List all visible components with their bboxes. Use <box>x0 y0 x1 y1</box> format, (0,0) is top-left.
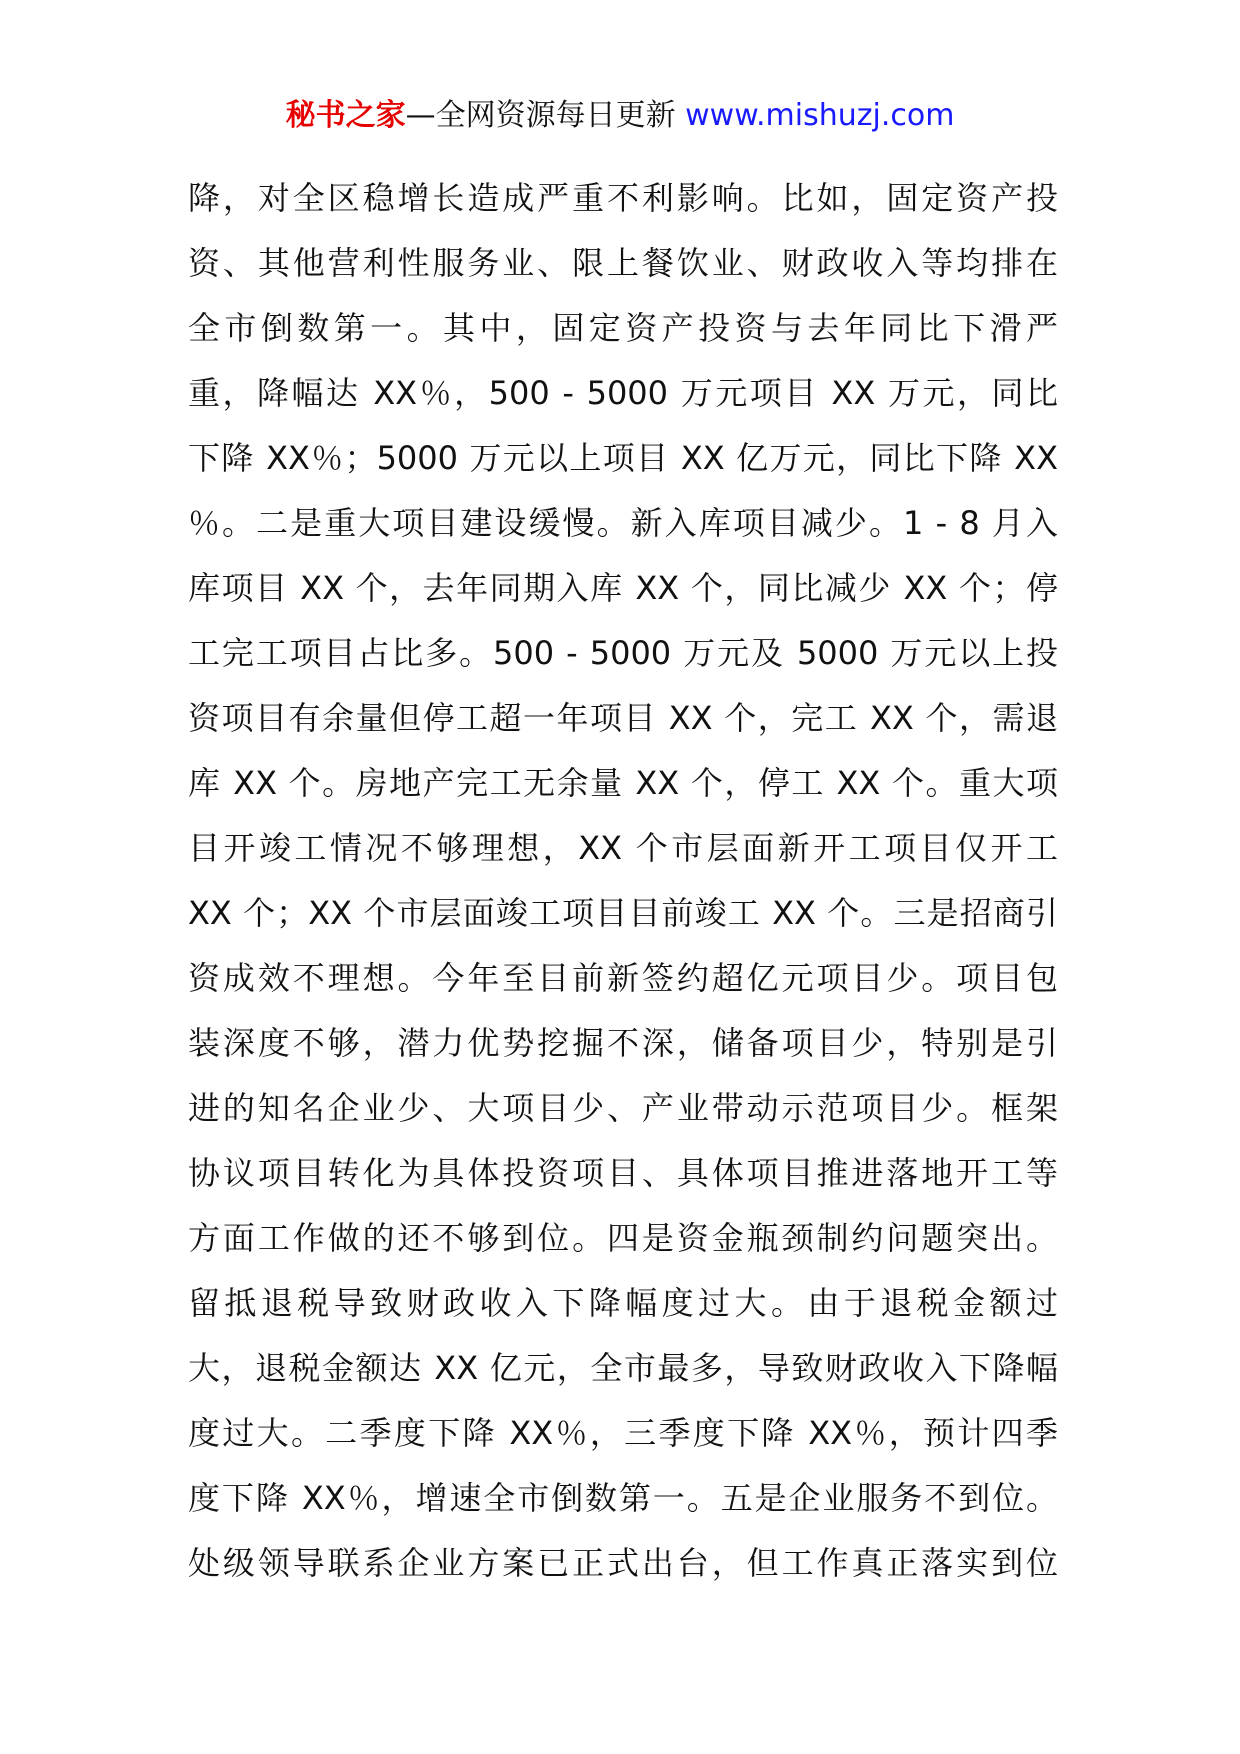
site-url-link[interactable]: www.mishuzj.com <box>685 98 955 133</box>
text-line: 资、其他营利性服务业、限上餐饮业、财政收入等均排在 <box>188 244 1058 282</box>
text-line: 重，降幅达 XX％，500 - 5000 万元项目 XX 万元，同比 <box>188 374 1058 412</box>
text-line: 库项目 XX 个，去年同期入库 XX 个，同比减少 XX 个；停 <box>188 569 1058 607</box>
text-line: 下降 XX％；5000 万元以上项目 XX 亿万元，同比下降 XX <box>188 439 1058 477</box>
text-line: 全市倒数第一。其中，固定资产投资与去年同比下滑严 <box>188 309 1058 347</box>
text-line: 工完工项目占比多。500 - 5000 万元及 5000 万元以上投 <box>188 634 1058 672</box>
text-line: XX 个；XX 个市层面竣工项目目前竣工 XX 个。三是招商引 <box>188 894 1058 932</box>
text-line: 度过大。二季度下降 XX％，三季度下降 XX％，预计四季 <box>188 1414 1058 1452</box>
brand-name: 秘书之家 <box>285 98 406 133</box>
site-header <box>0 96 1240 136</box>
text-line: 协议项目转化为具体投资项目、具体项目推进落地开工等 <box>188 1154 1058 1192</box>
text-line: 库 XX 个。房地产完工无余量 XX 个，停工 XX 个。重大项 <box>188 764 1058 802</box>
text-line: 降，对全区稳增长造成严重不利影响。比如，固定资产投 <box>188 179 1058 217</box>
text-line: 处级领导联系企业方案已正式出台，但工作真正落实到位 <box>188 1544 1058 1582</box>
text-line: ％。二是重大项目建设缓慢。新入库项目减少。1 - 8 月入 <box>188 504 1058 542</box>
text-line: 资成效不理想。今年至目前新签约超亿元项目少。项目包 <box>188 959 1058 997</box>
document-body <box>188 166 1058 1596</box>
header-tagline: —全网资源每日更新 <box>405 98 676 133</box>
text-line: 方面工作做的还不够到位。四是资金瓶颈制约问题突出。 <box>188 1219 1058 1257</box>
text-line: 留抵退税导致财政收入下降幅度过大。由于退税金额过 <box>188 1284 1058 1322</box>
text-line: 进的知名企业少、大项目少、产业带动示范项目少。框架 <box>188 1089 1058 1127</box>
text-line: 大，退税金额达 XX 亿元，全市最多，导致财政收入下降幅 <box>188 1349 1058 1387</box>
text-line: 目开竣工情况不够理想，XX 个市层面新开工项目仅开工 <box>188 829 1058 867</box>
text-line: 资项目有余量但停工超一年项目 XX 个，完工 XX 个，需退 <box>188 699 1058 737</box>
text-line: 装深度不够，潜力优势挖掘不深，储备项目少，特别是引 <box>188 1024 1058 1062</box>
text-line: 度下降 XX％，增速全市倒数第一。五是企业服务不到位。 <box>188 1479 1058 1517</box>
